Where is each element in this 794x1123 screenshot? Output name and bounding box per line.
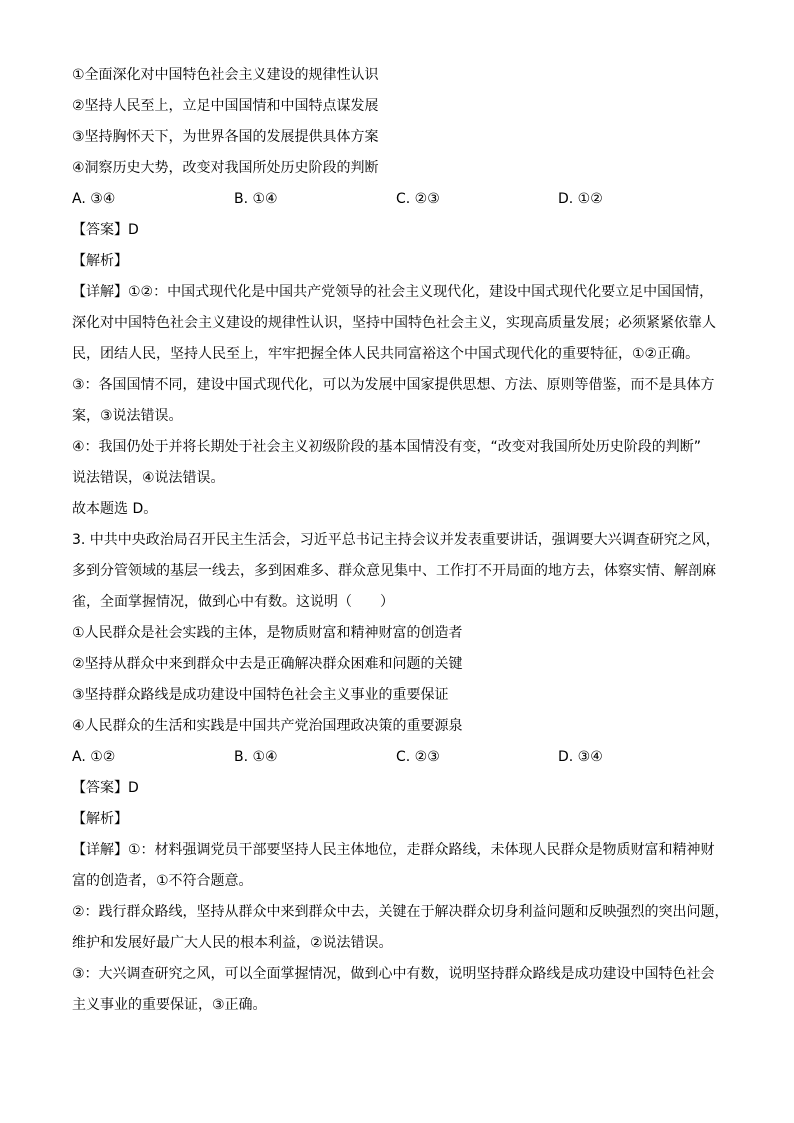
option-a: A. ③④ <box>72 191 116 207</box>
conclusion-line: 故本题选 D。 <box>72 501 158 517</box>
explanation-line: 主义事业的重要保证，③正确。 <box>72 997 267 1013</box>
explanation-line: ③：各国国情不同，建设中国式现代化，可以为发展中国家提供思想、方法、原则等借鉴，而不是具体方 <box>72 377 715 393</box>
explanation-line: 维护和发展好最广大人民的根本利益，②说法错误。 <box>72 935 393 951</box>
explanation-line: 说法错误，④说法错误。 <box>72 470 225 486</box>
explanation-line: 富的创造者，①不符合题意。 <box>72 873 253 889</box>
explanation-line: 【详解】①②：中国式现代化是中国共产党领导的社会主义现代化，建设中国式现代化要立足中国国情， <box>72 284 714 300</box>
statement-2: ②坚持从群众中来到群众中去是正确解决群众困难和问题的关键 <box>72 656 463 672</box>
option-b: B. ①④ <box>234 191 278 207</box>
statement-4: ④洞察历史大势，改变对我国所处历史阶段的判断 <box>72 160 379 176</box>
explanation-line: ③：大兴调查研究之风，可以全面掌握情况，做到心中有数，说明坚持群众路线是成功建设中国特色社会 <box>72 966 715 982</box>
document-page <box>72 60 732 1021</box>
analysis-label: 【解析】 <box>72 811 128 827</box>
statement-4: ④人民群众的生活和实践是中国共产党治国理政决策的重要源泉 <box>72 718 463 734</box>
question-stem: 3. 中共中央政治局召开民主生活会，习近平总书记主持会议并发表重要讲话，强调要大兴调查研究之风， <box>72 532 720 548</box>
option-c: C. ②③ <box>396 749 440 765</box>
statement-1: ①全面深化对中国特色社会主义建设的规律性认识 <box>72 67 379 83</box>
answer-line: 【答案】D <box>72 222 139 238</box>
answer-options <box>72 742 732 773</box>
option-d: D. ①② <box>558 191 603 207</box>
explanation-line: 【详解】①：材料强调党员干部要坚持人民主体地位，走群众路线，未体现人民群众是物质财富和精神财 <box>72 842 715 858</box>
statement-3: ③坚持群众路线是成功建设中国特色社会主义事业的重要保证 <box>72 687 449 703</box>
explanation-line: 案，③说法错误。 <box>72 408 183 424</box>
question-stem: 雀，全面掌握情况，做到心中有数。这说明（ ） <box>72 594 394 610</box>
option-a: A. ①② <box>72 749 116 765</box>
option-c: C. ②③ <box>396 191 440 207</box>
question-stem: 多到分管领域的基层一线去，多到困难多、群众意见集中、工作打不开局面的地方去，体察实情、解剖麻 <box>72 563 716 579</box>
statement-1: ①人民群众是社会实践的主体，是物质财富和精神财富的创造者 <box>72 625 463 641</box>
statement-3: ③坚持胸怀天下，为世界各国的发展提供具体方案 <box>72 129 379 145</box>
explanation-line: ②：践行群众路线，坚持从群众中来到群众中去，关键在于解决群众切身利益问题和反映强烈的突出问题， <box>72 904 729 920</box>
analysis-label: 【解析】 <box>72 253 128 269</box>
answer-line: 【答案】D <box>72 780 139 796</box>
option-d: D. ③④ <box>558 749 603 765</box>
option-b: B. ①④ <box>234 749 278 765</box>
explanation-line: 民，团结人民，坚持人民至上，牢牢把握全体人民共同富裕这个中国式现代化的重要特征，①②正确。 <box>72 346 700 362</box>
answer-options <box>72 184 732 215</box>
explanation-line: 深化对中国特色社会主义建设的规律性认识，坚持中国特色社会主义，实现高质量发展；必须紧紧依靠人 <box>72 315 716 331</box>
statement-2: ②坚持人民至上，立足中国国情和中国特点谋发展 <box>72 98 379 114</box>
explanation-line: ④：我国仍处于并将长期处于社会主义初级阶段的基本国情没有变，“改变对我国所处历史阶段的判断” <box>72 439 702 455</box>
